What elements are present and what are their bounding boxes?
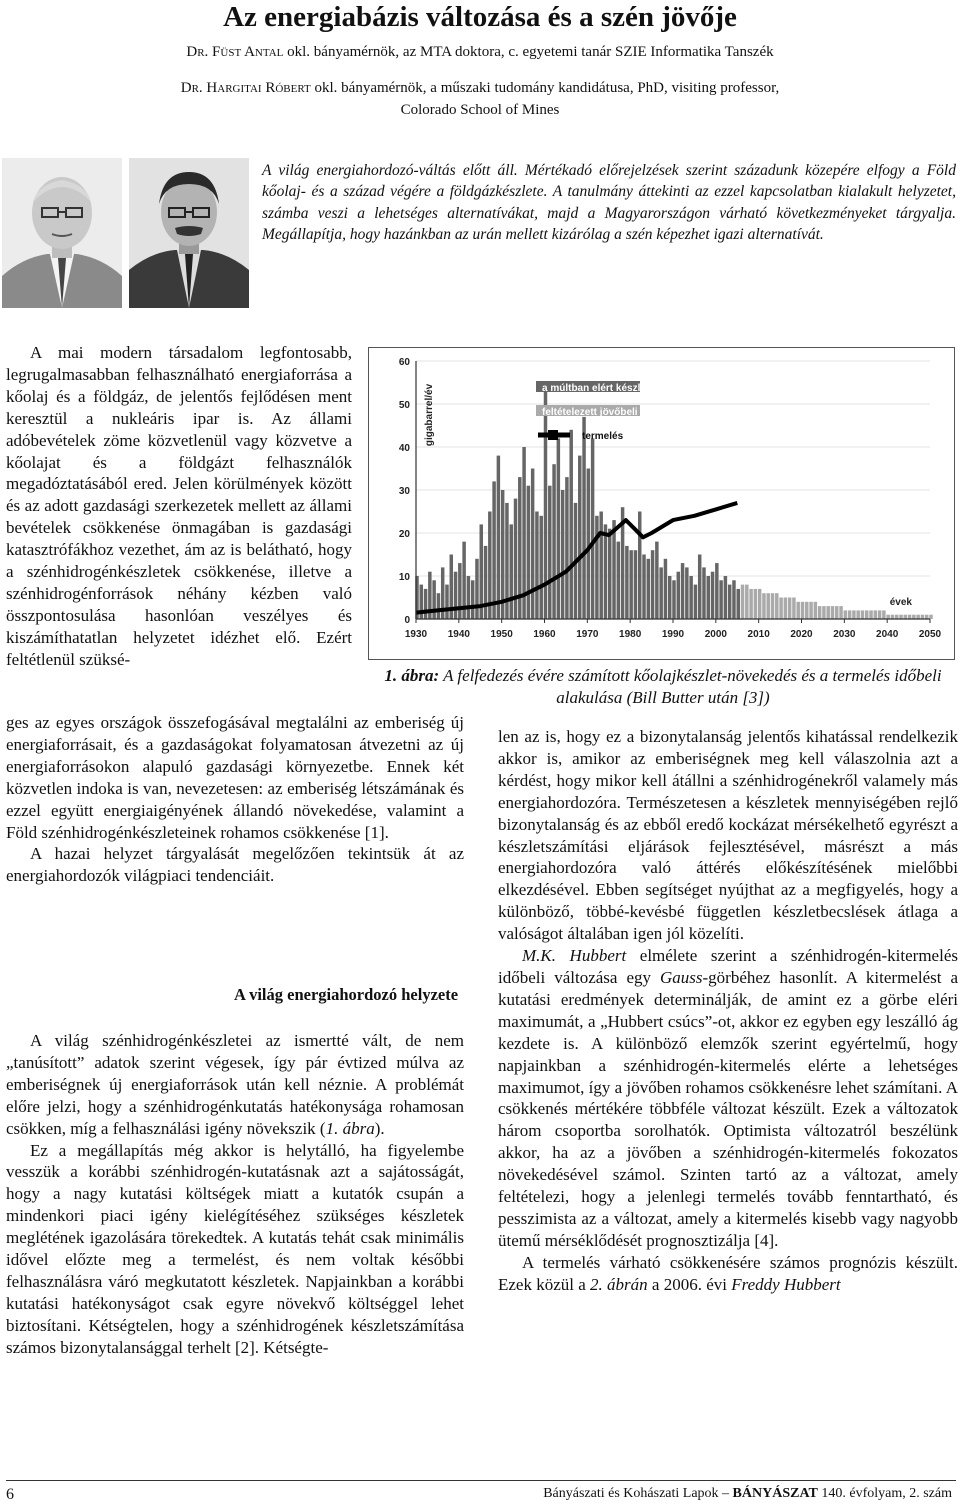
bar bbox=[732, 580, 735, 619]
bar bbox=[569, 430, 572, 619]
bar bbox=[711, 572, 714, 619]
body-left-top bbox=[6, 342, 352, 671]
x-tick-label: 2000 bbox=[704, 629, 727, 640]
text-run: -görbéhez hasonlít. A kitermelést a kutatási eredmények determinálják, de amint ez a görbe eléri maximumát, a „Hubbert csúcs”-ot, akkor ez egyben egy leszálló ág kezdete is. A különböző elemzők szerint egyértelmű, hogy napjainkban a szénhidrogén-kitermelés elérte a lehetséges maximumot, így a jövőben rohamos csökkenésre lehet számítani. A csökkenés mértékére többféle változat készült. Ezek a változatok három csoportba sorolhatók. Optimista változatról beszélünk akkor, ha az a jövőben a szénhidrogén-kitermelés fokozatos növekedésével számol. Szinten tartó az a változat, amely feltételezi, hogy a jelenlegi termelés tovább fenntartható, és pesszimista az a változat, amely a kitermelés kisebb vagy nagyobb ütemű mérséklődését prognosztizálja [4]. bbox=[498, 967, 958, 1250]
x-tick-label: 2030 bbox=[833, 629, 856, 640]
bar bbox=[672, 580, 675, 619]
bar bbox=[655, 542, 658, 619]
bar bbox=[587, 469, 590, 620]
y-tick-label: 20 bbox=[398, 529, 410, 540]
bar bbox=[694, 585, 697, 619]
author-1-photo bbox=[2, 158, 122, 308]
bar bbox=[814, 602, 817, 619]
bar bbox=[874, 610, 877, 619]
bar bbox=[548, 486, 551, 619]
bar bbox=[771, 593, 774, 619]
bar bbox=[557, 438, 560, 619]
bar bbox=[492, 481, 495, 619]
paragraph bbox=[498, 945, 958, 1252]
bar bbox=[591, 438, 594, 619]
bar bbox=[685, 567, 688, 619]
bar bbox=[424, 589, 427, 619]
bar bbox=[929, 615, 932, 619]
bar bbox=[668, 576, 671, 619]
x-tick-label: 1950 bbox=[490, 629, 513, 640]
bar bbox=[766, 593, 769, 619]
bar bbox=[886, 615, 889, 619]
legend-label: termelés bbox=[582, 431, 624, 442]
body-right-column bbox=[498, 726, 958, 1296]
bar bbox=[651, 550, 654, 619]
chart-svg bbox=[368, 347, 955, 660]
bar bbox=[809, 602, 812, 619]
x-tick-label: 2050 bbox=[918, 629, 942, 640]
bar bbox=[912, 615, 915, 619]
author-1-info: okl. bányamérnök, az MTA doktora, c. egyetemi tanár SZIE Informatika Tanszék bbox=[283, 44, 774, 60]
bar bbox=[916, 615, 919, 619]
bar bbox=[784, 598, 787, 620]
bar bbox=[445, 585, 448, 619]
legend-label: feltételezett jövőbeli készletnövekedés bbox=[542, 407, 726, 418]
paragraph: A mai modern társadalom legfontosabb, legrugalmasabban felhasználható energiaforrása a kőolaj és a földgáz, de jelentős fejlődésen ment keresztül a nukleáris ipar is. Az állami adóbevételek zöme közvetlenül vagy közvetve a kőolajat és a földgázt felhasználók megadóztatásából ered. Jelen körülmények között és az adott gazdasági szerkezetek mellett az állami bevételek csökkenése önmagában is gazdasági katasztrófákhoz vezethet, ám az is belátható, hogy a szénhidrogénkészletek csökkenése, illetve a szénhidrogénforrások néhány kézben való összpontosulása hasonlóan veszélyes és kiszámíthatatlan helyzetet idézhet elő. Ezért feltétlenül szüksé- bbox=[6, 343, 352, 669]
bar bbox=[904, 615, 907, 619]
bar bbox=[702, 567, 705, 619]
y-axis-label: gigabarrel/év bbox=[424, 383, 435, 447]
bar bbox=[659, 567, 662, 619]
bar bbox=[629, 550, 632, 619]
text-run: A világ szénhidrogénkészletei az ismertté vált, de nem „tanúsított” adatok szerint végesek, így pár évtized múlva az emberiségnek új energiaforrások után kell néznie. A problémát előre jelzi, hogy a szénhidrogénkutatás hatékonysága rohamosan csökken, míg a felhasználási igény növekszik ( bbox=[6, 1031, 464, 1138]
bar bbox=[625, 546, 628, 619]
figure-reference: 1. ábra bbox=[325, 1118, 375, 1138]
page-number: 6 bbox=[6, 1486, 14, 1503]
bar bbox=[642, 555, 645, 620]
bar bbox=[737, 589, 740, 619]
bar bbox=[891, 615, 894, 619]
y-tick-label: 30 bbox=[398, 486, 410, 497]
bar bbox=[582, 417, 585, 619]
figure-1-caption bbox=[366, 665, 960, 709]
author-line-1 bbox=[0, 42, 960, 62]
article-title: Az energiabázis változása és a szén jövője bbox=[223, 1, 737, 33]
bar bbox=[698, 555, 701, 620]
bar bbox=[634, 550, 637, 619]
bar bbox=[852, 610, 855, 619]
text-run: elmélete szerint a szénhidrogén-kitermelés időbeli változása egy bbox=[498, 946, 958, 987]
bar bbox=[599, 512, 602, 620]
bar bbox=[749, 589, 752, 619]
bar bbox=[432, 580, 435, 619]
bar bbox=[728, 585, 731, 619]
bar bbox=[796, 602, 799, 619]
paragraph bbox=[498, 1252, 958, 1296]
bar bbox=[437, 593, 440, 619]
bar bbox=[647, 559, 650, 619]
y-tick-label: 50 bbox=[398, 400, 410, 411]
x-tick-label: 1970 bbox=[576, 629, 599, 640]
bar bbox=[878, 610, 881, 619]
bar bbox=[762, 593, 765, 619]
bar bbox=[921, 615, 924, 619]
x-axis-label: évek bbox=[889, 597, 912, 608]
x-tick-label: 2010 bbox=[747, 629, 770, 640]
bar bbox=[826, 606, 829, 619]
footer-divider bbox=[6, 1480, 956, 1481]
author-2-photo bbox=[129, 158, 249, 308]
bar bbox=[882, 610, 885, 619]
text-run: A termelés várható csökkenésére számos prognózis készült. Ezek közül a bbox=[498, 1252, 958, 1294]
abstract: A világ energiahordozó-váltás előtt áll. Mértékadó előrejelzések szerint századunk közepére elfogy a Föld kőolaj- és a század végére a földgázkészlete. A tanulmány áttekinti az ezzel kapcsolatban kialakult helyzetet, számba veszi a lehetséges alternatívákat, majd a Magyarországon várható következményeket tárgyalja. Megállapítja, hogy hazánkban az urán mellett kizárólag a szén képezhet igazi alternatívát. bbox=[262, 162, 956, 244]
caption-text: A felfedezés évére számított kőolajkészlet-növekedés és a termelés időbeli alakulása (Bill Butter után [3]) bbox=[439, 666, 942, 707]
bar bbox=[899, 615, 902, 619]
bar bbox=[638, 512, 641, 620]
author-2-name: Dr. Hargitai Róbert bbox=[180, 80, 311, 96]
bar bbox=[822, 606, 825, 619]
bar bbox=[467, 576, 470, 619]
x-tick-label: 1980 bbox=[619, 629, 642, 640]
bar bbox=[925, 615, 928, 619]
bar bbox=[681, 563, 684, 619]
bar bbox=[471, 580, 474, 619]
bar bbox=[719, 580, 722, 619]
bar bbox=[715, 563, 718, 619]
body-left-middle bbox=[6, 712, 464, 887]
paragraph bbox=[6, 1030, 464, 1140]
paragraph: len az is, hogy ez a bizonytalanság jelentős kihatással rendelkezik akkor is, amikor az emberiségnek meg kell válaszolnia azt a kérdést, hogy mikor kell átállni a szénhidrogénekről valamely más energiahordozóra. Természetesen a készletek mennyiségében rejlő bizonytalanság és az ebből eredő kockázat mérsékelhető egyrészt a készletszámítási eljárások fejlesztésével, másrészt a más energiahordozóra való áttérés előkészítésének mielőbbi elkezdésével. Ebben segítséget nyújthat az a megfigyelés, hogy a különböző, többé-kevésbé független készletbecslések átlaga a valóságot általában igen jól közelíti. bbox=[498, 727, 958, 944]
bar bbox=[835, 606, 838, 619]
y-tick-label: 0 bbox=[404, 615, 410, 626]
bar bbox=[741, 585, 744, 619]
bar bbox=[552, 464, 555, 619]
bar bbox=[861, 610, 864, 619]
bar bbox=[565, 477, 568, 619]
bar bbox=[856, 610, 859, 619]
bar bbox=[805, 602, 808, 619]
bar bbox=[865, 610, 868, 619]
text-run: a 2006. évi bbox=[647, 1274, 732, 1294]
bar bbox=[527, 486, 530, 619]
bar bbox=[895, 615, 898, 619]
x-tick-label: 1930 bbox=[404, 629, 428, 640]
x-tick-label: 2040 bbox=[876, 629, 899, 640]
y-tick-label: 60 bbox=[398, 357, 410, 368]
bar bbox=[839, 606, 842, 619]
author-2-info: okl. bányamérnök, a műszaki tudomány kandidátusa, PhD, visiting professor, bbox=[310, 80, 780, 96]
bar bbox=[475, 559, 478, 619]
bar bbox=[775, 593, 778, 619]
bar bbox=[454, 572, 457, 619]
paragraph: ges az egyes országok összefogásával megtalálni az emberiség új energiaforrásait, és a gazdaságokat folyamatosan átvezetni az új energiaforrásokon alapuló gazdasági környezetbe. Ennek két közvetlen indoka is van, nevezetesen: az emberiség létszámának és ezzel együtt energiaigényének állandó növekedése, valamint a Föld szénhidrogénkészleteinek rohamos csökkenése [1]. bbox=[6, 713, 464, 842]
journal-footer: Bányászati és Kohászati Lapok – BÁNYÁSZAT 140. évfolyam, 2. szám bbox=[543, 1486, 952, 1501]
bar bbox=[745, 585, 748, 619]
bar bbox=[869, 610, 872, 619]
y-tick-label: 40 bbox=[398, 443, 410, 454]
x-tick-label: 1940 bbox=[447, 629, 470, 640]
bar bbox=[818, 606, 821, 619]
body-left-bottom bbox=[6, 1030, 464, 1359]
paragraph: A hazai helyzet tárgyalását megelőzően tekintsük át az energiahordozók világpiaci tendenciáit. bbox=[6, 844, 464, 886]
x-tick-label: 1990 bbox=[661, 629, 685, 640]
bar bbox=[595, 516, 598, 619]
person-name: Gauss bbox=[659, 967, 703, 987]
bar bbox=[578, 456, 581, 619]
bar bbox=[608, 529, 611, 619]
bar bbox=[848, 610, 851, 619]
bar bbox=[779, 598, 782, 620]
bar bbox=[792, 598, 795, 620]
bar bbox=[801, 602, 804, 619]
text-run: ). bbox=[374, 1118, 385, 1138]
paragraph: Ez a megállapítás még akkor is helytálló, ha figyelembe vesszük a korábbi szénhidrogén-kutatásnak azt a sajátosságát, hogy a nagy kutatási költségek miatt a kutatók csupán a mindenkori piaci igény kielégítéséhez szükséges készletek meglétének igazolására törekedtek. A kutatás tehát csak minimális idővel előzte meg a termelést, és nem voltak későbbi felhasználásra váró megkutatott készletek. Napjainkban a korábbi kutatási hatékonyságot csak egyre növekvő költséggel lehet biztosítani. Kétségtelen, hogy a szénhidrogének készletszámítása számos bizonytalansággal terhelt [2]. Kétségte- bbox=[6, 1140, 464, 1357]
bar bbox=[509, 524, 512, 619]
bar bbox=[497, 456, 500, 619]
bar bbox=[689, 576, 692, 619]
caption-label: 1. ábra: bbox=[384, 666, 440, 685]
person-name: M.K. Hubbert bbox=[522, 946, 627, 966]
bar bbox=[758, 589, 761, 619]
bar bbox=[908, 615, 911, 619]
x-tick-label: 2020 bbox=[790, 629, 813, 640]
bar bbox=[617, 542, 620, 619]
bar bbox=[831, 606, 834, 619]
bar bbox=[677, 572, 680, 619]
bar bbox=[788, 598, 791, 620]
legend-label: a múltban elért készletnövekedés bbox=[542, 383, 701, 394]
bar bbox=[844, 610, 847, 619]
bar bbox=[724, 576, 727, 619]
bar bbox=[514, 499, 517, 619]
figure-1-chart bbox=[368, 347, 955, 660]
person-name: Freddy Hubbert bbox=[731, 1274, 841, 1294]
x-tick-label: 1960 bbox=[533, 629, 556, 640]
author-line-2 bbox=[0, 78, 960, 98]
bar bbox=[539, 516, 542, 619]
bar bbox=[535, 512, 538, 620]
bar bbox=[612, 520, 615, 619]
bar bbox=[707, 576, 710, 619]
legend-marker bbox=[548, 430, 558, 440]
bar bbox=[604, 524, 607, 619]
bar bbox=[754, 589, 757, 619]
author-1-name: Dr. Füst Antal bbox=[186, 44, 284, 60]
author-2-affiliation: Colorado School of Mines bbox=[400, 102, 560, 118]
bar bbox=[531, 469, 534, 620]
bar bbox=[561, 490, 564, 619]
bar bbox=[484, 546, 487, 619]
bar bbox=[458, 563, 461, 619]
bar bbox=[664, 559, 667, 619]
figure-reference: 2. ábrán bbox=[590, 1274, 648, 1294]
section-heading: A világ energiahordozó helyzete bbox=[233, 985, 459, 1004]
y-tick-label: 10 bbox=[398, 572, 410, 583]
